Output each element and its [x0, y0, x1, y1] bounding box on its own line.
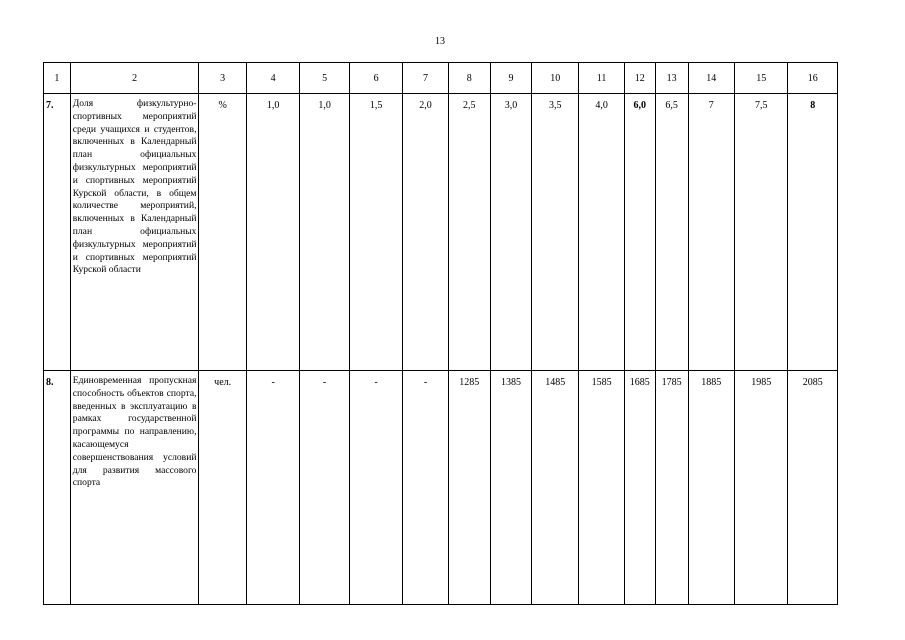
row-number: 8. — [44, 371, 71, 605]
value-cell: 8 — [788, 94, 838, 371]
indicators-table — [43, 62, 838, 605]
column-header: 14 — [688, 63, 734, 94]
value-cell: - — [349, 371, 403, 605]
value-cell: 1985 — [734, 371, 788, 605]
column-header: 4 — [246, 63, 300, 94]
value-cell: 7,5 — [734, 94, 788, 371]
value-cell: 2,5 — [448, 94, 490, 371]
page-number: 13 — [435, 36, 445, 47]
table-row — [44, 94, 838, 371]
column-header: 16 — [788, 63, 838, 94]
value-cell: 1,5 — [349, 94, 403, 371]
value-cell: 3,0 — [490, 94, 531, 371]
column-header: 12 — [624, 63, 655, 94]
value-cell: 1,0 — [246, 94, 300, 371]
value-cell: 1785 — [655, 371, 688, 605]
column-header: 1 — [44, 63, 71, 94]
value-cell: 2085 — [788, 371, 838, 605]
table-row — [44, 371, 838, 605]
row-number: 7. — [44, 94, 71, 371]
value-cell: 1385 — [490, 371, 531, 605]
column-header: 13 — [655, 63, 688, 94]
value-cell: - — [300, 371, 349, 605]
indicator-description: Доля физкультурно-спортивных мероприятий среди учащихся и студентов, включенных в Календарный план официальных физкультурных мероприятий и спортивных мероприятий Курской области, в общем количестве мероприятий, включенных в Календарный план официальных физкультурных мероприятий и спортивных мероприятий Курской области — [70, 94, 199, 371]
column-header: 6 — [349, 63, 403, 94]
value-cell: 6,5 — [655, 94, 688, 371]
value-cell: 1885 — [688, 371, 734, 605]
value-cell: 2,0 — [403, 94, 448, 371]
value-cell: - — [246, 371, 300, 605]
column-header: 3 — [199, 63, 246, 94]
unit-cell: чел. — [199, 371, 246, 605]
unit-cell: % — [199, 94, 246, 371]
column-header: 15 — [734, 63, 788, 94]
value-cell: 6,0 — [624, 94, 655, 371]
header-row — [44, 63, 838, 94]
value-cell: 1485 — [532, 371, 579, 605]
value-cell: 3,5 — [532, 94, 579, 371]
value-cell: 7 — [688, 94, 734, 371]
column-header: 7 — [403, 63, 448, 94]
value-cell: 1,0 — [300, 94, 349, 371]
value-cell: 4,0 — [579, 94, 624, 371]
column-header: 11 — [579, 63, 624, 94]
value-cell: 1685 — [624, 371, 655, 605]
column-header: 9 — [490, 63, 531, 94]
column-header: 10 — [532, 63, 579, 94]
indicator-description: Единовременная пропускная способность объектов спорта, введенных в эксплуатацию в рамках государственной программы по направлению, касающемуся совершенствования условий для развития массового спорта — [70, 371, 199, 605]
column-header: 2 — [70, 63, 199, 94]
column-header: 5 — [300, 63, 349, 94]
value-cell: 1285 — [448, 371, 490, 605]
column-header: 8 — [448, 63, 490, 94]
value-cell: - — [403, 371, 448, 605]
value-cell: 1585 — [579, 371, 624, 605]
